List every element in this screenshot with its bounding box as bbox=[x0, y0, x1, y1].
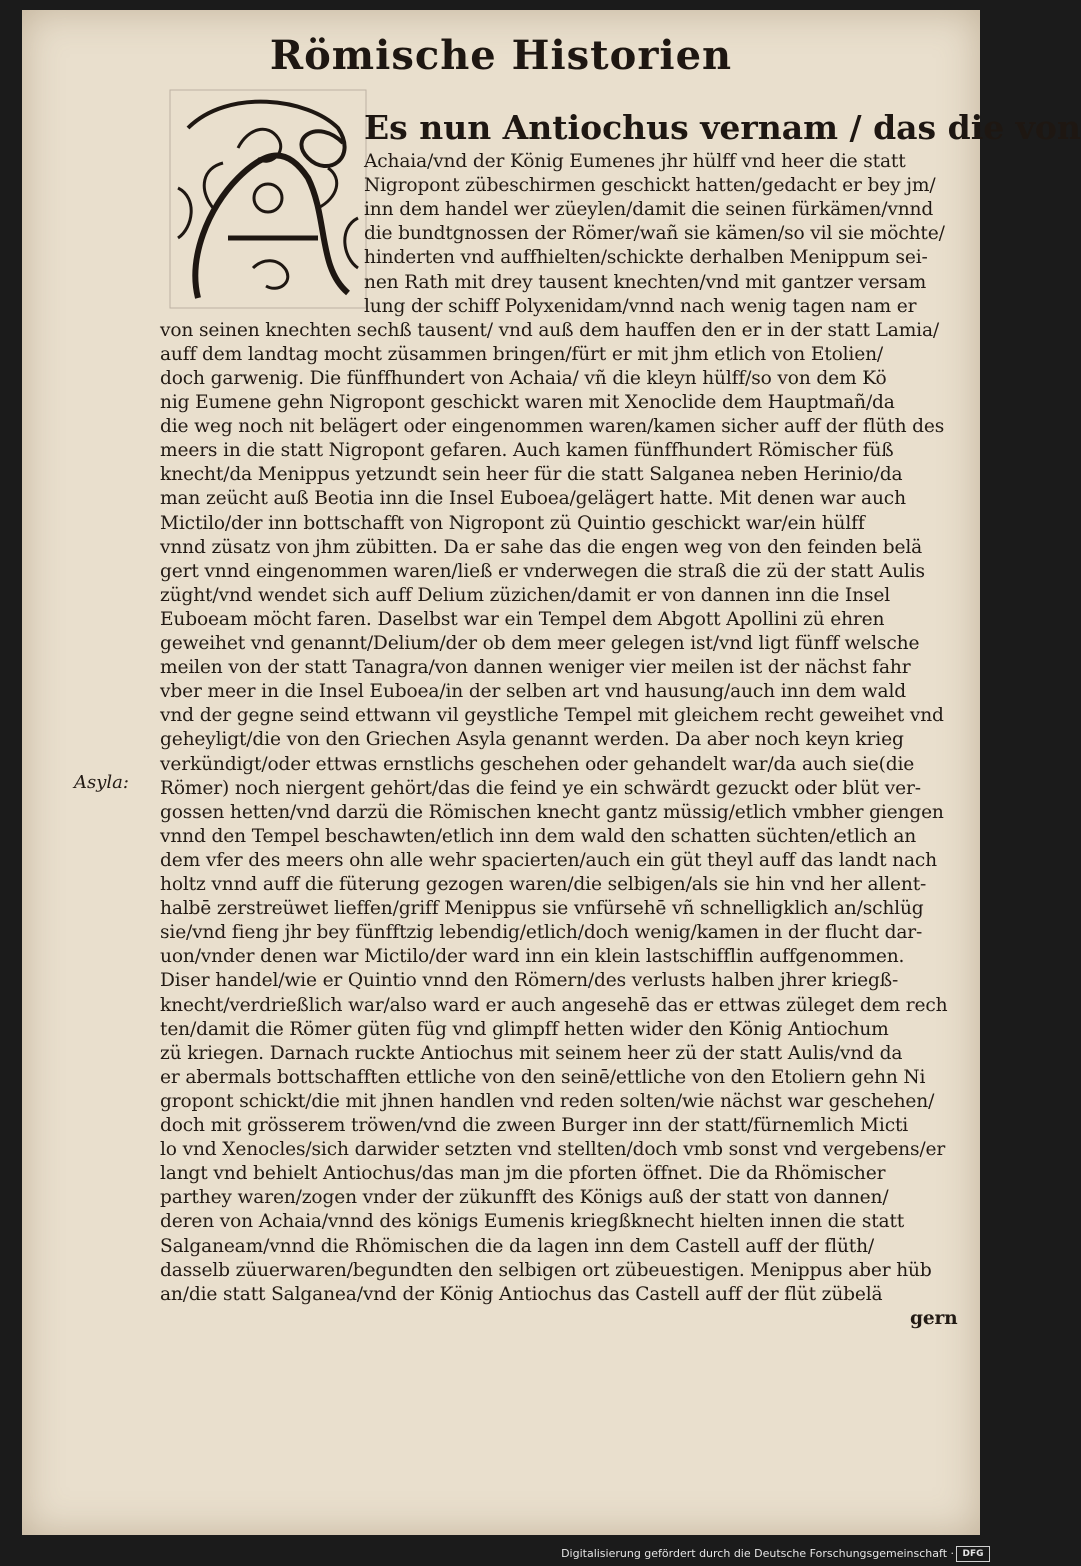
text-line: gert vnnd eingenommen waren/ließ er vnderwegen die straß die zü der statt Aulis bbox=[160, 560, 925, 582]
text-line: knecht/verdrießlich war/also ward er auch angesehē das er ettwas züleget dem rech bbox=[160, 994, 948, 1016]
footer-credit: Digitalisierung gefördert durch die Deutsche Forschungsgemeinschaft · bbox=[561, 1547, 954, 1560]
text-line: Römer) noch niergent gehört/das die feind ye ein schwärdt gezuckt oder blüt ver- bbox=[160, 777, 921, 799]
text-line: nig Eumene gehn Nigropont geschickt waren mit Xenoclide dem Hauptmañ/da bbox=[160, 392, 895, 413]
text-line: Diser handel/wie er Quintio vnnd den Römern/des verlusts halben jhrer kriegß- bbox=[160, 970, 899, 992]
text-line: parthey waren/zogen vnder der zükunfft des Königs auß der statt von dannen/ bbox=[160, 1187, 889, 1209]
text-line: doch mit grösserem tröwen/vnd die zween Burger inn der statt/fürnemlich Micti bbox=[160, 1115, 909, 1136]
text-line: langt vnd behielt Antiochus/das man jm die pforten öffnet. Die da Rhömischer bbox=[160, 1163, 886, 1185]
text-line: gropont schickt/die mit jhnen handlen vnd reden solten/wie nächst war geschehen/ bbox=[160, 1090, 935, 1112]
text-line: zü kriegen. Darnach ruckte Antiochus mit seinem heer zü der statt Aulis/vnd da bbox=[160, 1042, 903, 1064]
text-line: sie/vnd fieng jhr bey fünfftzig lebendig/etlich/doch wenig/kamen in der flucht dar- bbox=[160, 922, 923, 944]
opening-line: Es nun Antiochus vernam / das die von bbox=[364, 108, 1081, 147]
text-line: an/die statt Salganea/vnd der König Antiochus das Castell auff der flüt zübelä bbox=[160, 1283, 883, 1305]
text-line: auff dem landtag mocht züsammen bringen/fürt er mit jhm etlich von Etolien/ bbox=[160, 343, 884, 365]
text-line: geweihet vnd genannt/Delium/der ob dem meer gelegen ist/vnd ligt fünff welsche bbox=[160, 633, 920, 654]
text-line: ten/damit die Römer güten füg vnd glimpff hetten wider den König Antiochum bbox=[160, 1018, 889, 1040]
text-line: knecht/da Menippus yetzundt sein heer für die statt Salganea neben Herinio/da bbox=[160, 464, 903, 486]
decorated-initial-letter bbox=[168, 88, 368, 310]
text-line: halbē zerstreüwet lieffen/griff Menippus sie vnfürsehē vñ schnelligklich an/schlüg bbox=[160, 898, 924, 920]
text-line: Achaia/vnd der König Eumenes jhr hülff vnd heer die statt bbox=[364, 151, 906, 172]
text-line: gossen hetten/vnd darzü die Römischen knecht gantz müssig/etlich vmbher giengen bbox=[160, 801, 944, 823]
text-line: meers in die statt Nigropont gefaren. Auch kamen fünffhundert Römischer füß bbox=[160, 440, 894, 462]
text-line: vnnd züsatz von jhm zübitten. Da er sahe das die engen weg von den feinden belä bbox=[160, 536, 923, 558]
text-line: holtz vnnd auff die füterung gezogen waren/die selbigen/als sie hin vnd her allent- bbox=[160, 874, 927, 895]
text-line: man zeücht auß Beotia inn die Insel Euboea/gelägert hatte. Mit denen war auch bbox=[160, 488, 906, 510]
catchword: gern bbox=[910, 1307, 958, 1329]
text-line: vnd der gegne seind ettwann vil geystliche Tempel mit gleichem recht geweihet vnd bbox=[160, 705, 944, 727]
text-line: verkündigt/oder ettwas ernstlichs geschehen oder gehandelt war/da auch sie(die bbox=[160, 753, 915, 775]
text-line: vber meer in die Insel Euboea/in der selben art vnd hausung/auch inn dem wald bbox=[160, 681, 907, 703]
text-line: er abermals bottschafften ettliche von den seinē/ettliche von den Etoliern gehn Ni bbox=[160, 1066, 926, 1088]
text-line: lo vnd Xenocles/sich darwider setzten vnd stellten/doch vmb sonst vnd vergebens/er bbox=[160, 1139, 946, 1161]
text-line: lung der schiff Polyxenidam/vnnd nach wenig tagen nam er bbox=[364, 295, 917, 317]
text-line: dasselb züuerwaren/begundten den selbigen ort zübeuestigen. Menippus aber hüb bbox=[160, 1259, 932, 1281]
text-line: von seinen knechten sechß tausent/ vnd auß dem hauffen den er in der statt Lamia/ bbox=[160, 319, 940, 341]
text-line: züght/vnd wendet sich auff Delium züzichen/damit er von dannen inn die Insel bbox=[160, 584, 890, 606]
book-page bbox=[22, 10, 1081, 1535]
text-line: nen Rath mit drey tausent knechten/vnd mit gantzer versam bbox=[364, 271, 927, 293]
text-line: dem vfer des meers ohn alle wehr spacierten/auch ein güt theyl auff das landt nach bbox=[160, 849, 937, 871]
text-line: Euboeam möcht faren. Daselbst war ein Tempel dem Abgott Apollini zü ehren bbox=[160, 608, 885, 630]
text-line: Mictilo/der inn bottschafft von Nigropont zü Quintio geschickt war/ein hülff bbox=[160, 512, 865, 534]
text-line: Salganeam/vnnd die Rhömischen die da lagen inn dem Castell auff der flüth/ bbox=[160, 1235, 875, 1257]
margin-note: Asyla: bbox=[74, 772, 129, 793]
dfg-logo: DFG bbox=[956, 1546, 990, 1562]
text-line: inn dem handel wer züeylen/damit die seinen fürkämen/vnnd bbox=[364, 199, 934, 221]
text-line: vnnd den Tempel beschawten/etlich inn dem wald den schatten süchten/etlich an bbox=[160, 825, 917, 847]
text-line: deren von Achaia/vnnd des königs Eumenis kriegßknecht hielten innen die statt bbox=[160, 1211, 905, 1233]
text-line: die bundtgnossen der Römer/wañ sie kämen/so vil sie möchte/ bbox=[364, 223, 945, 245]
text-line: doch garwenig. Die fünffhundert von Achaia/ vñ die kleyn hülff/so von dem Kö bbox=[160, 367, 887, 389]
running-head: Römische Historien bbox=[269, 32, 733, 79]
text-line: Nigropont zübeschirmen geschickt hatten/gedacht er bey jm/ bbox=[364, 175, 936, 197]
text-line: uon/vnder denen war Mictilo/der ward inn ein klein lastschifflin auffgenommen. bbox=[160, 946, 905, 968]
text-line: die weg noch nit belägert oder eingenommen waren/kamen sicher auff der flüth des bbox=[160, 416, 945, 438]
text-line: geheyligt/die von den Griechen Asyla genannt werden. Da aber noch keyn krieg bbox=[160, 729, 904, 751]
text-line: hinderten vnd auffhielten/schickte derhalben Menippum sei- bbox=[364, 247, 928, 269]
text-line: meilen von der statt Tanagra/von dannen weniger vier meilen ist der nächst fahr bbox=[160, 657, 911, 679]
